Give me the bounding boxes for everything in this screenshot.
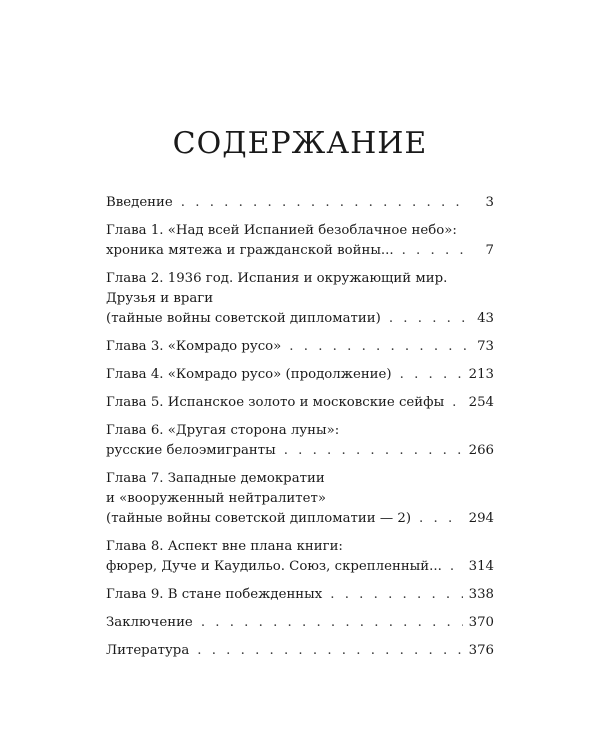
toc-entry bbox=[106, 585, 494, 605]
toc-entry bbox=[106, 421, 494, 461]
toc-entry-text: хроника мятежа и гражданской войны... bbox=[106, 243, 394, 258]
toc-entry-text: (тайные войны советской дипломатии) bbox=[106, 311, 381, 326]
toc-entry-text: Заключение bbox=[106, 615, 193, 630]
toc-page-number: 376 bbox=[468, 643, 494, 658]
toc-entry-text: (тайные войны советской дипломатии — 2) bbox=[106, 511, 412, 526]
toc-entry-text: Литература bbox=[106, 643, 190, 658]
dot-leader bbox=[289, 337, 470, 357]
toc-entry-text: Глава 1. «Над всей Испанией безоблачное небо»: bbox=[106, 223, 457, 238]
toc-page-number: 314 bbox=[468, 559, 494, 574]
toc-entry bbox=[106, 393, 494, 413]
toc-page-number: 3 bbox=[485, 195, 494, 210]
toc-page-number: 43 bbox=[477, 311, 494, 326]
dot-leader bbox=[452, 393, 462, 413]
dot-leader bbox=[389, 309, 470, 329]
dot-leader bbox=[181, 193, 470, 213]
dot-leader bbox=[197, 641, 462, 661]
page-title: СОДЕРЖАНИЕ bbox=[172, 126, 428, 161]
toc-entry bbox=[106, 537, 494, 577]
toc-entry-text: Глава 5. Испанское золото и московские сейфы bbox=[106, 395, 445, 410]
toc-entry-text: Глава 8. Аспект вне плана книги: bbox=[106, 539, 343, 554]
toc-page-number: 213 bbox=[468, 367, 494, 382]
toc-entry-text: Глава 3. «Комрадо русо» bbox=[106, 339, 282, 354]
toc-entry bbox=[106, 221, 494, 261]
toc-entry-text: Глава 7. Западные демократии bbox=[106, 471, 325, 486]
toc-entry bbox=[106, 365, 494, 385]
toc-entry bbox=[106, 613, 494, 633]
toc-page-number: 294 bbox=[468, 511, 494, 526]
dot-leader bbox=[402, 241, 470, 261]
toc-entry-text: Глава 2. 1936 год. Испания и окружающий мир. bbox=[106, 271, 448, 286]
toc-entry-text: Глава 9. В стане побежденных bbox=[106, 587, 323, 602]
dot-leader bbox=[400, 365, 463, 385]
toc-entry-text: Глава 6. «Другая сторона луны»: bbox=[106, 423, 340, 438]
dot-leader bbox=[330, 585, 462, 605]
toc-entry bbox=[106, 337, 494, 357]
dot-leader bbox=[450, 557, 463, 577]
toc-entry-text: Введение bbox=[106, 195, 173, 210]
table-of-contents bbox=[106, 193, 494, 669]
dot-leader bbox=[201, 613, 463, 633]
toc-page-number: 7 bbox=[485, 243, 494, 258]
toc-entry-text: и «вооруженный нейтралитет» bbox=[106, 491, 326, 506]
toc-page-number: 73 bbox=[477, 339, 494, 354]
toc-page-number: 254 bbox=[468, 395, 494, 410]
toc-entry bbox=[106, 641, 494, 661]
toc-entry bbox=[106, 193, 494, 213]
toc-page-number: 338 bbox=[468, 587, 494, 602]
toc-entry-text: Друзья и враги bbox=[106, 291, 214, 306]
toc-page-number: 266 bbox=[468, 443, 494, 458]
toc-entry-text: русские белоэмигранты bbox=[106, 443, 276, 458]
toc-entry bbox=[106, 469, 494, 529]
toc-entry bbox=[106, 269, 494, 329]
dot-leader bbox=[419, 509, 463, 529]
toc-page-number: 370 bbox=[468, 615, 494, 630]
toc-entry-text: Глава 4. «Комрадо русо» (продолжение) bbox=[106, 367, 392, 382]
toc-entry-text: фюрер, Дуче и Каудильо. Союз, скрепленный... bbox=[106, 559, 442, 574]
dot-leader bbox=[284, 441, 463, 461]
